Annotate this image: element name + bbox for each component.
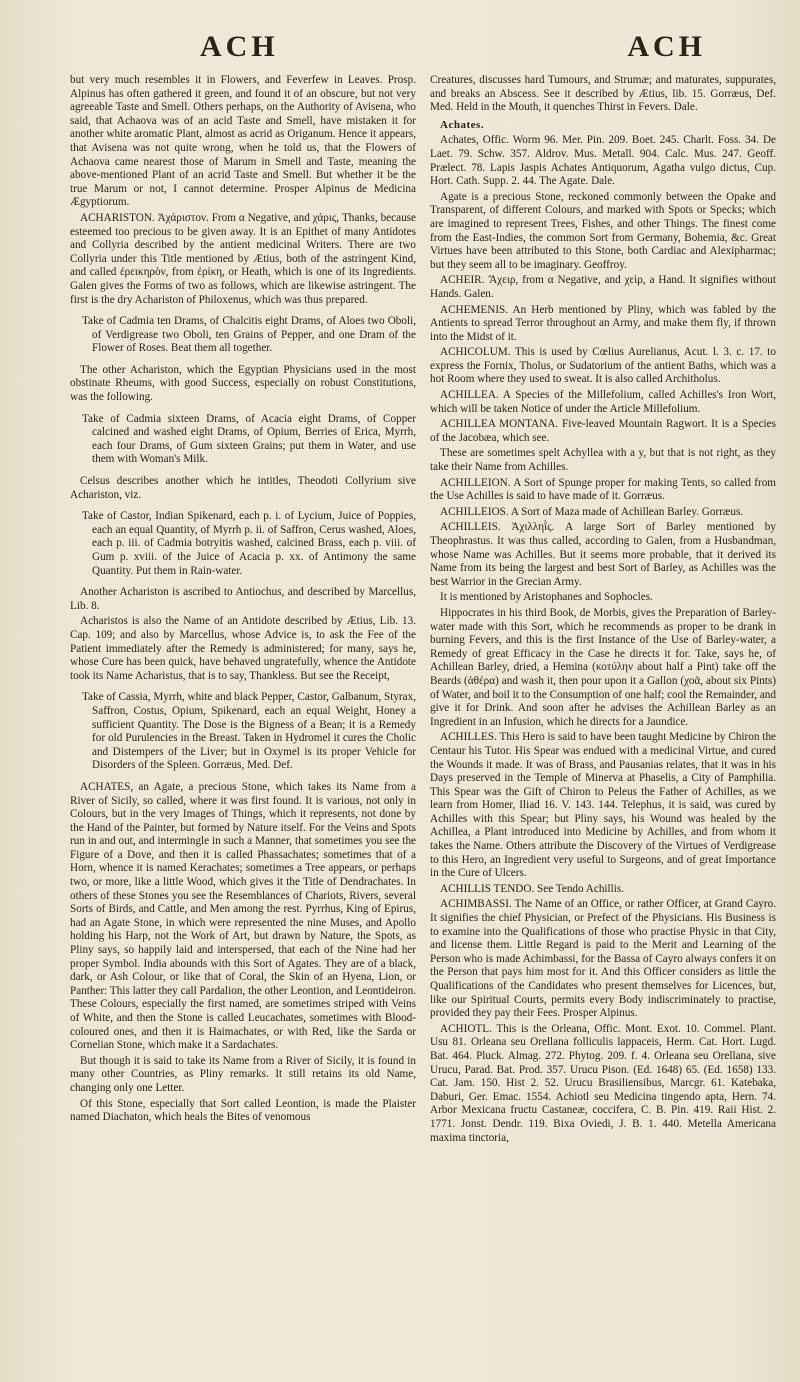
entry-paragraph: Achates, Offic. Worm 96. Mer. Pin. 209. Boet. 245. Charlt. Foss. 34. De Laet. 79. Schw. 357. Aldrov. Mus. Metall. 904. Calc. Mus. 247. Geoff. Prælect. 78. Lapis Jaspis Achates Antiquorum, Agatha vulgo dictus, Cup. Hort. Cath. Supp. 2. 44. The Agate. Dale. — [430, 134, 776, 188]
right-column — [430, 74, 776, 1147]
entry-paragraph: ACHICOLUM. This is used by Cœlius Aurelianus, Acut. l. 3. c. 17. to express the Fornix, Tholus, or Sudatorium of the antient Baths, which was a hot Room where they used to sweat. It is also called Architholus. — [430, 346, 776, 386]
entry-paragraph: ACHARISTON. Ἀχάριστον. From α Negative, and χάρις, Thanks, because esteemed too precious to be given away. It is an Epithet of many Antidotes and Collyria described by the antient medicinal Writers. There are two Collyria under this Title mentioned by Ætius, both of the astringent Kind, and called ἐρεικηρὸν, from ἐρίκη, or Heath, which is one of its Ingredients. Galen gives the Forms of two as follows, which are likewise astringent. The first is the dry Achariston of Philoxenus, which was thus prepared. — [70, 211, 416, 306]
text-columns — [70, 74, 776, 1147]
entry-paragraph: These are sometimes spelt Achyllea with a y, but that is not right, as they take their Name from Achilles. — [430, 447, 776, 474]
entry-paragraph: It is mentioned by Aristophanes and Sophocles. — [440, 591, 653, 604]
entry-paragraph: But though it is said to take its Name from a River of Sicily, it is found in many other Countries, as Pliny remarks. It still retains its old Name, changing only one Letter. — [70, 1054, 416, 1094]
entry-paragraph: Acharistos is also the Name of an Antidote described by Ætius, Lib. 13. Cap. 109; and also by Marcellus, whose Advice is, to ask the Fee of the Patient immediately after the Remedy is administered; for many, says he, whose Cure has been quick, have behaved ungratefully, whence the Antidote took its Name Acharistus, that is to say, Thankless. But see the Receipt, — [70, 615, 416, 682]
entry-paragraph: ACHILLES. This Hero is said to have been taught Medicine by Chiron the Centaur his Tutor. His Spear was endued with a medicinal Virtue, and cured the Wounds it made. It was of Brass, and Pausanias relates, that it was in his Days preserved in the Temple of Minerva at Phaselis, a City of Pamphilia. This Spear was the Gift of Chiron to Peleus the Father of Achilles, as we learn from Homer, Iliad 16. V. 143. 144. Telephus, it is said, was cured by Achilles with this Spear; but Pliny says, his Wound was healed by the Achillea, a Plant introduced into Medicine by Achilles, and from whom it takes the Name. Others attribute the Discovery of the Virtues of Verdigrease to this Hero, an Ingredient very useful to Surgeons, and of great Importance in the Cure of Ulcers. — [430, 731, 776, 880]
recipe-text: Take of Castor, Indian Spikenard, each p. i. of Lycium, Juice of Poppies, each an equal Quantity, of Myrrh p. ii. of Saffron, Cerus washed, Aloes, each p. iii. of Cadmia botryitis washed, calcined Brass, each p. viii. of Gum p. xviii. of the Juice of Acacia p. xx. of Antimony the same Quantity. Put them in Rain-water. — [82, 510, 416, 577]
recipe-block — [82, 510, 416, 578]
recipe-block — [82, 691, 416, 773]
running-header — [70, 30, 776, 74]
recipe-block — [82, 413, 416, 467]
header-left: ACH — [200, 30, 279, 63]
entry-paragraph: ACHILLEA MONTANA. Five-leaved Mountain Ragwort. It is a Species of the Jacobæa, which see. — [430, 418, 776, 444]
entry-paragraph: ACHIOTL. This is the Orleana, Offic. Mont. Exot. 10. Commel. Plant. Usu 81. Orleana seu Orellana folliculis lappaceis, Herm. Cat. Hort. Lugd. Bat. 464. Pluck. Almag. 272. Phytog. 209. f. 4. Orleana seu Orellana, sive Urucu, Parad. Bat. Prod. 357. Urucu Pison. (Ed. 1648) 65. (Ed. 1658) 133. Cat. Jam. 150. Hist 2. 52. Urucu Brasiliensibus, Marcgr. 61. Katebaka, Daburi, Ger. Emac. 1554. Achiotl seu Medicina tingendo apta, Hern. 74. Arbor Mexicana fructu Castaneæ, coccifera, C. B. Pin. 419. Raii Hist. 2. 1771. Jonst. Dendr. 119. Bixa Oviedi, J. B. 1. 440. Metella Americana maxima tinctoria, — [430, 1022, 776, 1144]
sub-heading: Achates. — [440, 118, 485, 131]
entry-paragraph: ACHILLEIS. Ἀχιλληῒς. A large Sort of Barley mentioned by Theophrastus. It was thus called, according to Galen, from a Husbandman, whose Name was Achilles. But it seems more probable, that it derived its Name from its being the largest and best Sort of Barley, as Achilles was the best Warrior in the Grecian Army. — [430, 521, 776, 588]
recipe-text: Take of Cadmia ten Drams, of Chalcitis eight Drams, of Aloes two Oboli, of Verdigrease two Oboli, ten Grains of Pepper, and one Dram of the Flower of Roses. Beat them all together. — [82, 315, 416, 355]
entry-paragraph: Another Achariston is ascribed to Antiochus, and described by Marcellus, Lib. 8. — [70, 586, 416, 612]
entry-paragraph: The other Achariston, which the Egyptian Physicians used in the most obstinate Rheums, with good Success, especially on robust Constitutions, was the following. — [70, 363, 416, 404]
entry-paragraph: ACHILLIS TENDO. See Tendo Achillis. — [440, 882, 625, 895]
recipe-text: Take of Cadmia sixteen Drams, of Acacia eight Drams, of Copper calcined and washed eight Drams, of Opium, Berries of Erica, Myrrh, each four Drams, of Gum sixteen Grains; put them in Water, and use them with Woman's Milk. — [82, 412, 416, 466]
entry-paragraph: Hippocrates in his third Book, de Morbis, gives the Preparation of Barley-water made with this Sort, which he recommends as proper to be drank in burning Fevers, and this is the first Instance of the Use of Barley-water, a Remedy of great Efficacy in the Case he directs it for. Take, says he, of Achillean Barley, dried, a Hemina (κοτύλην about half a Pint) take off the Beards (ἀθέρα) and wash it, then pour upon it a Gallon (χοᾶ, about six Pints) of Water, and boil it to the Consumption of one half; cool the Remainder, and give it for Drink. And soon after he advises the Achillean Barley as an Ingredient in an Infusion, which he directs for a Jaundice. — [430, 606, 776, 728]
entry-paragraph: ACHEMENIS. An Herb mentioned by Pliny, which was fabled by the Antients to spread Terror throughout an Army, and make them fly, if thrown into the Midst of it. — [430, 303, 776, 343]
recipe-text: Take of Cassia, Myrrh, white and black Pepper, Castor, Galbanum, Styrax, Saffron, Costus, Opium, Spikenard, each an equal Weight, Honey a sufficient Quantity. The Dose is the Bigness of a Bean; it is a Remedy for old Purulencies in the Breast. Taken in Hydromel it cures the Cholic and Distempers of the Liver; but in Oxymel is its proper Vehicle for Disorders of the Spleen. Gorræus, Med. Def. — [82, 691, 416, 772]
entry-paragraph: ACHIMBASSI. The Name of an Office, or rather Officer, at Grand Cayro. It signifies the chief Physician, or Prefect of the Physicians. His Business is to examine into the Qualifications of those who practise Physic in that City, and license them. Little Regard is paid to the Merit and Learning of the Person who is made Achimbassi, for the Bassa of Cayro always confers it on the Person that pays him most for it. And this Officer considers as little the Qualifications of the Candidates who present themselves for Licences, but, like our Spiritual Courts, permits every Body indiscriminately to practise, provided they pay their Fees. Prosper Alpinus. — [430, 898, 776, 1020]
entry-paragraph: Celsus describes another which he intitles, Theodoti Collyrium sive Achariston, viz. — [70, 475, 416, 501]
entry-paragraph: ACHATES, an Agate, a precious Stone, which takes its Name from a River of Sicily, so called, where it was first found. It is various, not only in Colours, but in the very Images of Things, which it represents, not done by the Hand of the Painter, but formed by Nature itself. For the Veins and Spots run in and out, and intermingle in such a Manner, that sometimes you see the Figure of a Dove, and then it is called Phassachates; sometimes that of a Horn, whence it is named Kerachates; sometimes a Tree appears, or perhaps two, or more, like a little Wood, which gives it the Title of Dendrachates. In others of these Stones you see the Resemblances of Chariots, Rivers, several Sorts of Birds, and Cattle, and Men among the rest. Pyrrhus, King of Epirus, had an Agate Stone, in which were represented the nine Muses, and Apollo holding his Harp, not the Work of Art, but drawn by Nature, the Spots, as Pliny says, so happily laid and interspersed, that each of the Nine had her proper Symbol. India abounds with this Sort of Agates. They are of a black, dark, or Ash Colour, or like that of Coral, the Skin of an Hyena, Lion, or Panther: This latter they call Pardalion, the other Leontion, and Leontideiron. These Colours, especially the first named, are sometimes striped with Veins of White, and then the Stone is called Leucachates, sometimes with Blood-coloured ones, and then it is Haimachates, or with Red, like the Sarda or Cornelian Stone, which make it a Sardachates. — [70, 780, 416, 1052]
entry-paragraph: Agate is a precious Stone, reckoned commonly between the Opake and Transparent, of different Colours, and marked with Spots or Specks; which are imagined to represent Trees, Fishes, and other Things. The finest come from the East-Indies, the common Sort from Germany, Bohemia, &c. Great Virtues have been attributed to this Stone, both Cardiac and Alexipharmac; but they seem all to be imaginary. Geoffroy. — [430, 190, 776, 271]
entry-paragraph: Creatures, discusses hard Tumours, and Strumæ; and maturates, suppurates, and breaks an Abscess. See it described by Ætius, lib. 15. Gorræus, Def. Med. Held in the Mouth, it quenches Thirst in Fevers. Dale. — [430, 74, 776, 114]
left-column — [70, 74, 416, 1147]
entry-paragraph: Of this Stone, especially that Sort called Leontion, is made the Plaister named Diachaton, which heals the Bites of venomous — [70, 1097, 416, 1124]
entry-paragraph: ACHILLEION. A Sort of Spunge proper for making Tents, so called from the Use Achilles is said to have made of it. Gorræus. — [430, 476, 776, 503]
entry-paragraph: ACHEIR. Ἄχειρ, from α Negative, and χεὶρ, a Hand. It signifies without Hands. Galen. — [430, 274, 776, 300]
entry-paragraph: but very much resembles it in Flowers, and Feverfew in Leaves. Prosp. Alpinus has often gathered it green, and found it of an obscure, but not very agreeable Taste and Smell. Others perhaps, on the Authority of Avisena, who said, that Achaova was of an acid Taste and Smell, have mistaken it for another white aromatic Plant, almost as acrid as Origanum. Hence it appears, that Avisena was not quite wrong, when he told us, that the Flowers of Achaova came nearest those of Marum in Smell and Taste, meaning the above-mentioned Plant of an acrid Taste and Smell. But whether it be the true Marum or not, I cannot determine. Prosper Alpinus de Medicina Ægyptiorum. — [70, 74, 416, 209]
entry-paragraph: ACHILLEA. A Species of the Millefolium, called Achilles's Iron Wort, which will be taken Notice of under the Article Millefolium. — [430, 389, 776, 415]
recipe-block — [82, 315, 416, 356]
header-right: ACH — [627, 30, 706, 63]
entry-paragraph: ACHILLEIOS. A Sort of Maza made of Achillean Barley. Gorræus. — [440, 505, 744, 518]
